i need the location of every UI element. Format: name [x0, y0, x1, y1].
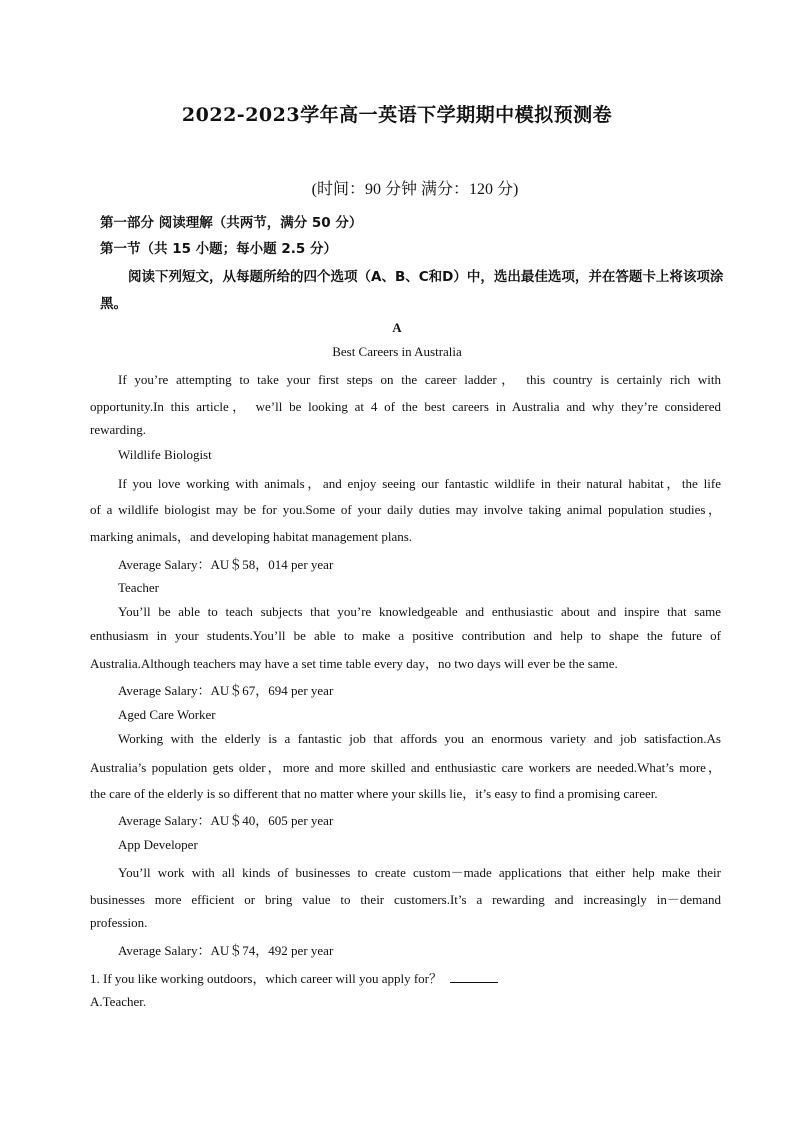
career-name: App Developer — [118, 837, 198, 852]
question-text: 1. If you like working outdoors，which career will you apply for？ — [90, 971, 443, 986]
career-salary: Average Salary：AU＄58，014 per year — [118, 557, 334, 572]
career-line: If you love working with animals，and enjoy seeing our fantastic wildlife in their natural habitat，the life — [118, 476, 721, 491]
career-line: Working with the elderly is a fantastic job that affords you an enormous variety and job satisfaction.As — [118, 731, 721, 746]
career-line: Australia’s population gets older，more and more skilled and enthusiastic care workers are needed.What’s more， — [90, 760, 721, 775]
career-name: Aged Care Worker — [118, 707, 216, 722]
career-line: Australia.Although teachers may have a set time table every day，no two days will ever be the same. — [90, 656, 618, 671]
career-line: You’ll be able to teach subjects that you’re knowledgeable and enthusiastic about and inspire that same — [118, 604, 721, 619]
passage-heading: Best Careers in Australia — [332, 344, 462, 359]
instruction-text: 阅读下列短文，从每题所给的四个选项（A、B、C和D）中，选出最佳选项，并在答题卡上将该项涂黑。 — [100, 269, 724, 312]
career-line: marking animals，and developing habitat management plans. — [90, 529, 413, 544]
career-line: profession. — [90, 915, 148, 930]
career-salary: Average Salary：AU＄74，492 per year — [118, 943, 334, 958]
exam-time-info: (时间：90 分钟 满分：120 分) — [311, 181, 519, 198]
career-salary: Average Salary：AU＄67，694 per year — [118, 683, 334, 698]
career-name: Wildlife Biologist — [118, 447, 212, 462]
career-line: enthusiasm in your students.You’ll be able to make a positive contribution and help to shape the future of — [90, 628, 721, 643]
career-line: the care of the elderly is so different that no matter where your skills lie，it’s easy to find a promising career. — [90, 786, 658, 801]
section-heading: 第一节（共 15 小题；每小题 2.5 分） — [100, 241, 338, 257]
career-name: Teacher — [118, 580, 159, 595]
career-line: businesses more efficient or bring value to their customers.It’s a rewarding and increasingly in－demand — [90, 892, 721, 907]
intro-line: If you’re attempting to take your first steps on the career ladder， this country is certainly rich with — [118, 372, 721, 387]
question-option-a: A.Teacher. — [90, 994, 147, 1009]
passage-letter: A — [392, 320, 402, 335]
intro-line: opportunity.In this article， we’ll be looking at 4 of the best careers in Australia and why they’re considered — [90, 399, 721, 414]
career-line: You’ll work with all kinds of businesses to create custom－made applications that either help make their — [118, 865, 721, 880]
career-salary: Average Salary：AU＄40，605 per year — [118, 813, 334, 828]
part-heading: 第一部分 阅读理解（共两节，满分 50 分） — [100, 215, 363, 231]
career-line: of a wildlife biologist may be for you.Some of your daily duties may involve taking animal population studies， — [90, 502, 721, 517]
page-title: 2022-2023学年高一英语下学期期中模拟预测卷 — [181, 104, 613, 126]
answer-blank — [450, 970, 498, 983]
intro-line: rewarding. — [90, 422, 146, 437]
question-1 — [90, 968, 721, 987]
